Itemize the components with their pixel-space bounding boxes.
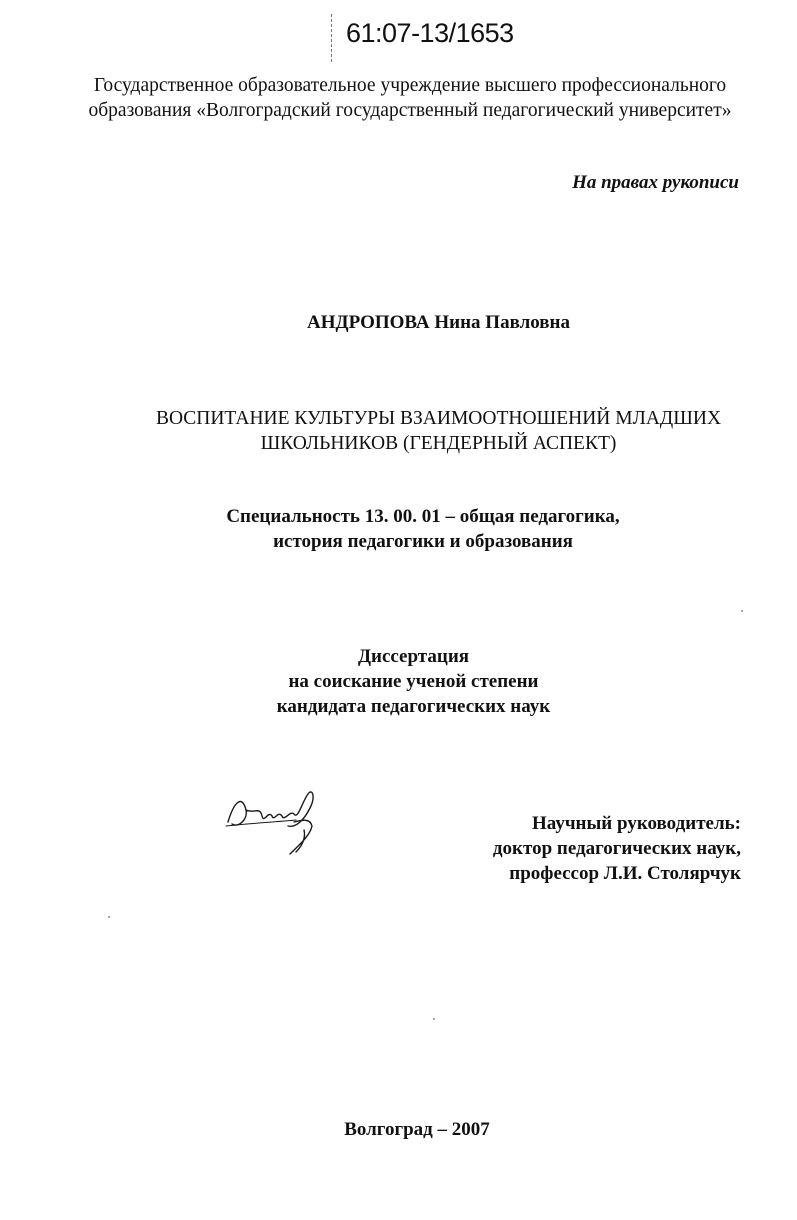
degree-block	[150, 644, 677, 719]
title-line: ШКОЛЬНИКОВ (ГЕНДЕРНЫЙ АСПЕКТ)	[260, 433, 617, 454]
supervisor-line: доктор педагогических наук,	[492, 838, 741, 859]
specialty-line: Специальность 13. 00. 01 – общая педагогика,	[226, 506, 620, 527]
title-line: ВОСПИТАНИЕ КУЛЬТУРЫ ВЗАИМООТНОШЕНИЙ МЛАДШИХ	[155, 408, 722, 429]
signature-stroke	[290, 820, 312, 854]
city-year: Волгоград – 2007	[344, 1119, 490, 1140]
supervisor-line: Научный руководитель:	[532, 813, 741, 834]
handwritten-signature	[224, 780, 334, 860]
archive-stamp-code: 61:07-13/1653	[346, 18, 514, 48]
specialty-line: история педагогики и образования	[273, 531, 573, 552]
author-name: АНДРОПОВА Нина Павловна	[307, 312, 570, 333]
scan-speck	[741, 610, 743, 612]
dissertation-title	[100, 406, 777, 456]
degree-line: на соискание ученой степени	[288, 671, 539, 692]
supervisor-line: профессор Л.И. Столярчук	[509, 863, 741, 884]
scan-speck	[433, 1018, 435, 1020]
degree-line: кандидата педагогических наук	[276, 696, 551, 717]
rights-note: На правах рукописи	[572, 172, 739, 193]
institution-line: образования «Волгоградский государственный педагогический университет»	[88, 100, 732, 121]
institution-line: Государственное образовательное учреждение высшего профессионального	[93, 75, 727, 96]
stamp-divider-line	[331, 14, 333, 62]
supervisor-block	[493, 811, 741, 886]
institution-name	[40, 73, 780, 123]
degree-line: Диссертация	[357, 646, 470, 667]
scan-speck	[108, 916, 110, 918]
signature-stroke	[226, 820, 296, 826]
specialty-block	[90, 504, 756, 554]
